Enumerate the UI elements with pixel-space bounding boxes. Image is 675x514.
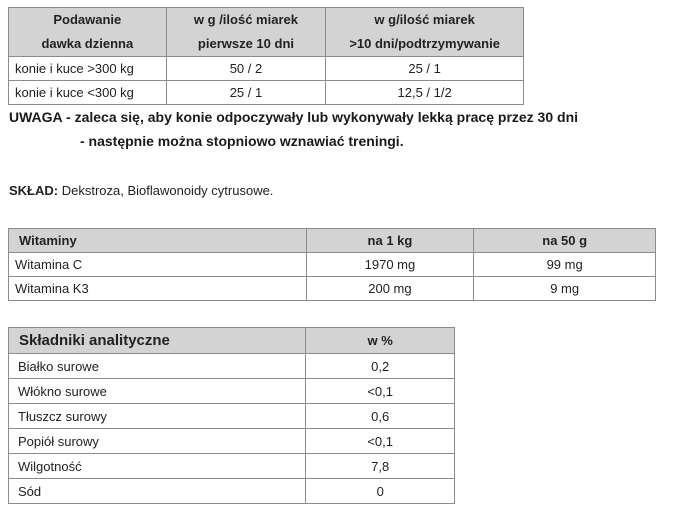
table-cell: Witamina K3 [9,277,307,301]
analytic-table [8,327,455,504]
dosage-header-cell [9,8,167,57]
dosage-header-row [9,8,524,57]
table-cell: 7,8 [306,454,455,479]
table-cell: konie i kuce <300 kg [9,81,167,105]
table-row [9,57,524,81]
table-cell: <0,1 [306,429,455,454]
table-cell: 9 mg [474,277,656,301]
table-cell: 25 / 1 [326,57,524,81]
table-cell: Tłuszcz surowy [9,404,306,429]
table-cell: 200 mg [306,277,474,301]
dosage-header-cell [166,8,326,57]
warning-line-2: - następnie można stopniowo wznawiać treningi. [80,133,404,149]
composition [9,183,273,198]
table-cell: Popiół surowy [9,429,306,454]
table-cell: 0 [306,479,455,504]
table-cell: 0,2 [306,354,455,379]
table-cell: 50 / 2 [166,57,326,81]
table-row [9,429,455,454]
table-cell: Sód [9,479,306,504]
header-line: >10 dni/podtrzymywanie [349,36,500,51]
header-line: Podawanie [53,12,122,27]
vitamins-header-row [9,229,656,253]
table-cell: 1970 mg [306,253,474,277]
header-line: pierwsze 10 dni [197,36,294,51]
table-cell: Włókno surowe [9,379,306,404]
vitamins-header-cell: Witaminy [9,229,307,253]
table-cell: Białko surowe [9,354,306,379]
header-line: w g/ilość miarek [374,12,475,27]
table-cell: 0,6 [306,404,455,429]
table-row [9,404,455,429]
vitamins-header-cell: na 50 g [474,229,656,253]
table-row [9,354,455,379]
table-cell: <0,1 [306,379,455,404]
analytic-header-row [9,328,455,354]
table-cell: 25 / 1 [166,81,326,105]
composition-text: Dekstroza, Bioflawonoidy cytrusowe. [58,183,274,198]
table-cell: Witamina C [9,253,307,277]
analytic-header-cell: Składniki analityczne [9,328,306,354]
composition-label: SKŁAD: [9,183,59,198]
table-row [9,277,656,301]
dosage-header-cell [326,8,524,57]
header-line: dawka dzienna [41,36,134,51]
vitamins-table [8,228,656,301]
header-line: w g /ilość miarek [193,12,298,27]
table-row [9,479,455,504]
analytic-header-cell: w % [306,328,455,354]
vitamins-header-cell: na 1 kg [306,229,474,253]
table-cell: konie i kuce >300 kg [9,57,167,81]
dosage-table [8,7,524,105]
table-row [9,454,455,479]
table-row [9,379,455,404]
table-cell: 99 mg [474,253,656,277]
table-cell: 12,5 / 1/2 [326,81,524,105]
table-row [9,81,524,105]
table-row [9,253,656,277]
table-cell: Wilgotność [9,454,306,479]
warning-line-1: UWAGA - zaleca się, aby konie odpoczywały lub wykonywały lekką pracę przez 30 dni [9,109,579,125]
